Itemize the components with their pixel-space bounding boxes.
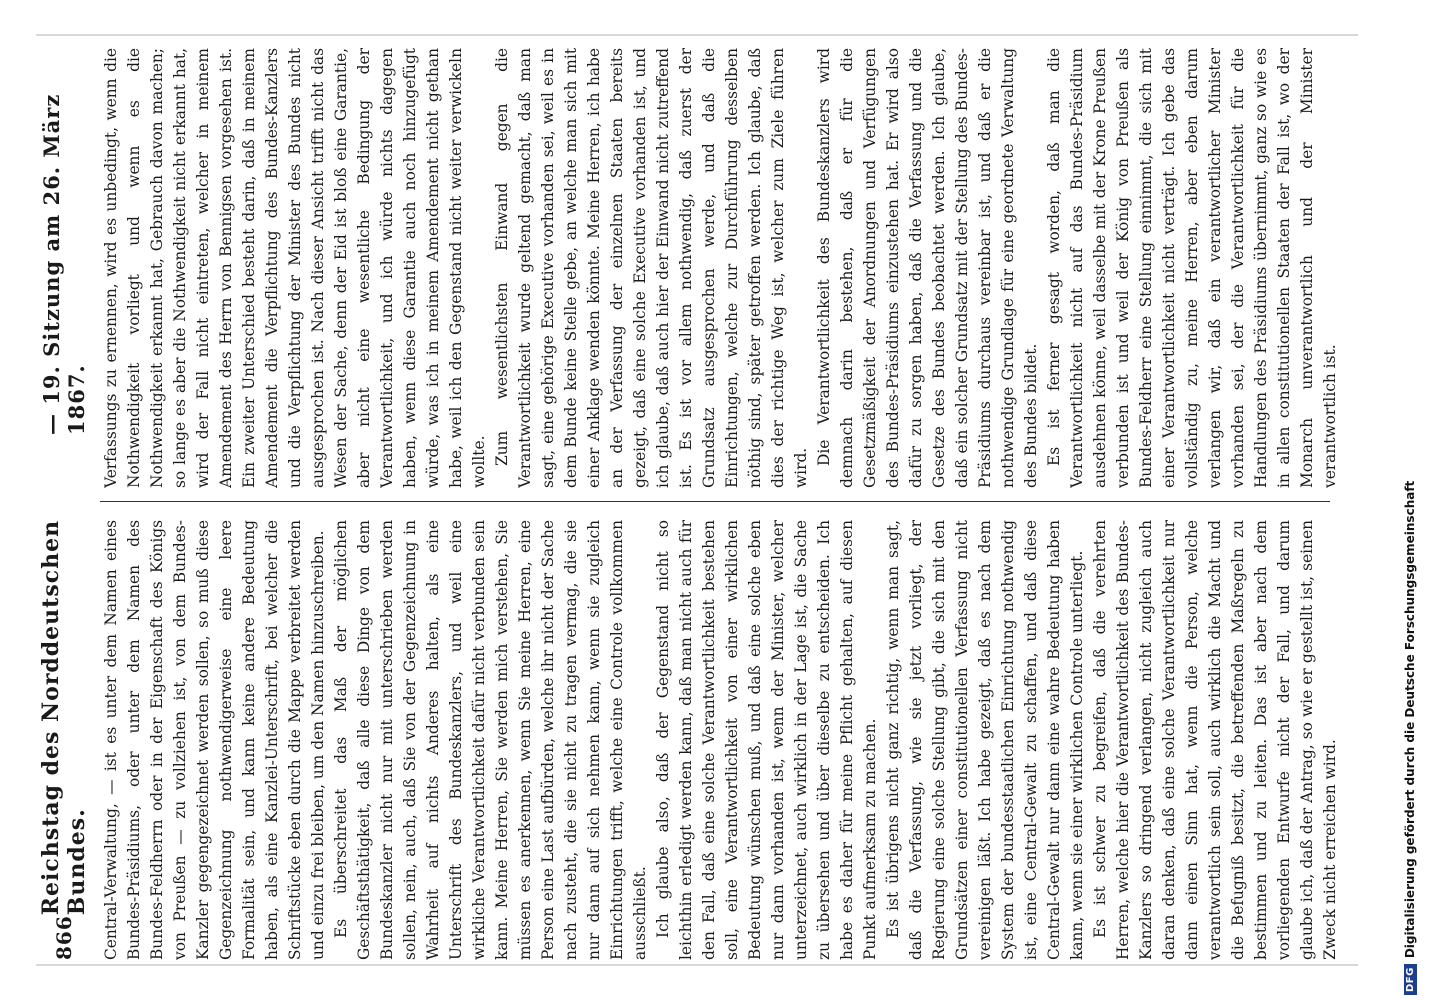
paragraph: Die Verantwortlichkeit des Bundeskanzlers wird demnach darin bestehen, daß er für die Gesetzmäßigkeit der Anordnungen und Verfügungen des Bundes-Präsidiums einzustehen hat. Er wird also dafür zu sorgen haben, daß die Verfassung und die Gesetze des Bundes beobachtet werden. Ich glaube, daß ein solcher Grundsatz mit der Stellung des Bundes-Präsidiums durchaus vereinbar ist, und daß er die nothwendige Grundlage für eine geordnete Verwaltung des Bundes bildet. bbox=[815, 48, 1040, 488]
scan-edge-bottom bbox=[36, 964, 1358, 966]
scan-edge-top bbox=[36, 34, 1358, 36]
text-column-left bbox=[100, 520, 1340, 960]
paragraph: Es überschreitet das Maß der möglichen Geschäftsthätigkeit, daß alle diese Dinge von dem Bundeskanzler nicht nur mit unterschrieben werden sollen, nein, auch, daß Sie von der Gegenzeichnung in Wahrheit auf nichts Anderes halten, als eine Unterschrift des Bundeskanzlers, und weil eine wirkliche Verantwortlichkeit dafür nicht verbunden sein kann. Meine Herren, Sie werden mich verstehen, Sie müssen es anerkennen, wenn Sie meine Herren, eine Person eine Last aufbürden, welche ihr nicht der Sache nach zusteht, die sie nicht zu tragen vermag, die sie nur dann auf sich nehmen kann, wenn sie zugleich Einrichtungen trifft, welche eine Controle vollkommen ausschließt. bbox=[332, 520, 649, 960]
text-column-right bbox=[100, 48, 1340, 488]
column-divider bbox=[100, 501, 1330, 502]
digitization-credit-text: Digitalisierung gefördert durch die Deutsche Forschungsgemeinschaft bbox=[1403, 480, 1417, 959]
running-title: Reichstag des Norddeutschen Bundes. bbox=[38, 519, 90, 916]
paragraph: Es ist ferner gesagt worden, daß man die Verantwortlichkeit nicht auf das Bundes-Präsidium ausdehnen könne, weil dasselbe mit der Krone Preußen verbunden ist und weil der König von Preußen als Bundes-Feldherr eine Stellung einnimmt, die sich mit einer Verantwortlichkeit nicht verträgt. Ich gebe das vollständig zu, meine Herren, aber eben darum verlangen wir, daß ein verantwortlicher Minister vorhanden sei, der die Verantwortlichkeit für die Handlungen des Präsidiums übernimmt, ganz so wie es in allen constitutionellen Staaten der Fall ist, wo der Monarch unverantwortlich und der Minister verantwortlich ist. bbox=[1045, 48, 1339, 488]
paragraph: Es ist übrigens nicht ganz richtig, wenn man sagt, daß die Verfassung, wie sie jetzt vorliegt, der Regierung eine solche Stellung gibt, die sich mit den Grundsätzen einer constitutionellen Verfassung nicht vereinigen läßt. Ich habe gezeigt, daß es nach dem System der bundesstaatlichen Einrichtung nothwendig ist, eine Central-Gewalt zu schaffen, und daß diese Central-Gewalt nur dann eine wahre Bedeutung haben kann, wenn sie einer wirklichen Controle unterliegt. bbox=[884, 520, 1086, 960]
paragraph: Ich glaube also, daß der Gegenstand nicht so leichthin erledigt werden kann, daß man nicht auch für den Fall, daß eine solche Verantwortlichkeit bestehen soll, eine Verantwortlichkeit von einer wirklichen Bedeutung wünschen muß, und daß eine solche eben nur dann vorhanden ist, wenn der Minister, welcher unterzeichnet, auch wirklich in der Lage ist, die Sache zu übersehen und über dieselbe zu entscheiden. Ich habe es daher für meine Pflicht gehalten, auf diesen Punkt aufmerksam zu machen. bbox=[654, 520, 879, 960]
rotated-document-page bbox=[36, 40, 1358, 960]
page-header bbox=[38, 40, 90, 960]
dfg-logo: DFG bbox=[1404, 964, 1417, 995]
digitization-credit-inner bbox=[1400, 395, 1420, 995]
paragraph: Verfassungs zu ernennen, wird es unbedingt, wenn die Nothwendigkeit vorliegt und wenn es die Nothwendigkeit erkannt hat, Gebrauch davon machen; so lange es aber die Nothwendigkeit nicht erkannt hat, wird der Fall nicht eintreten, welcher in meinem Amendement des Herrn von Bennigsen vorgesehen ist. Ein zweiter Unterschied besteht darin, daß in meinem Amendement die Verpflichtung des Bundes-Kanzlers und die Verpflichtung der Minister des Bundes nicht ausgesprochen ist. Nach dieser Ansicht trifft nicht das Wesen der Sache, denn der Eid ist bloß eine Garantie, aber nicht eine wesentliche Bedingung der Verantwortlichkeit, und ich würde nichts dagegen haben, wenn diese Garantie auch noch hinzugefügt würde, was ich in meinem Amendement nicht gethan habe, weil ich den Gegenstand nicht weiter verwickeln wollte. bbox=[102, 48, 488, 488]
paragraph: Central-Verwaltung, — ist es unter dem Namen eines Bundes-Präsidiums, oder unter dem Namen des Bundes-Feldherrn oder in der Eigenschaft des Königs von Preußen — zu vollziehen ist, von dem Bundes-Kanzler gegengezeichnet werden sollen, so muß diese Gegenzeichnung nothwendigerweise eine leere Formalität sein, und kann keine andere Bedeutung haben, als eine Kanzlei-Unterschrift, bei welcher die Schriftstücke eben durch die Mappe verbreitet werden und einzu frei bleiben, um den Namen hinzuschreiben. bbox=[102, 520, 327, 960]
page-number: 866 bbox=[52, 915, 76, 960]
digitization-credit bbox=[1398, 0, 1422, 1000]
session-info: — 19. Sitzung am 26. März 1867. bbox=[39, 93, 89, 436]
page-content bbox=[36, 40, 1358, 960]
paragraph: Zum wesentlichsten Einwand gegen die Verantwortlichkeit wurde geltend gemacht, daß man sagt, eine gehörige Executive vorhanden sei, weil es in dem Bunde keine Stelle gebe, an welche man sich mit einer Anklage wenden könnte. Meine Herren, ich habe an der Verfassung der einzelnen Staaten bereits gezeigt, daß eine solche Executive vorhanden ist, und ich glaube, daß auch hier der Einwand nicht zutreffend ist. Es ist vor allem nothwendig, daß zuerst der Grundsatz ausgesprochen werde, und daß die Einrichtungen, welche zur Durchführung desselben nöthig sind, später getroffen werden. Ich glaube, daß dies der richtige Weg ist, welcher zum Ziele führen wird. bbox=[493, 48, 810, 488]
paragraph: Es ist schwer zu begreifen, daß die verehrten Herren, welche hier die Verantwortlichkeit des Bundes-Kanzlers so dringend verlangen, nicht zugleich auch daran denken, daß eine solche Verantwortlichkeit nur dann einen Sinn hat, wenn die Person, welche verantwortlich sein soll, auch wirklich die Macht und die Befugniß besitzt, die betreffenden Maßregeln zu bestimmen und zu leiten. Das ist aber nach dem vorliegenden Entwurfe nicht der Fall, und darum glaube ich, daß der Antrag, so wie er gestellt ist, seinen Zweck nicht erreichen wird. bbox=[1091, 520, 1339, 960]
